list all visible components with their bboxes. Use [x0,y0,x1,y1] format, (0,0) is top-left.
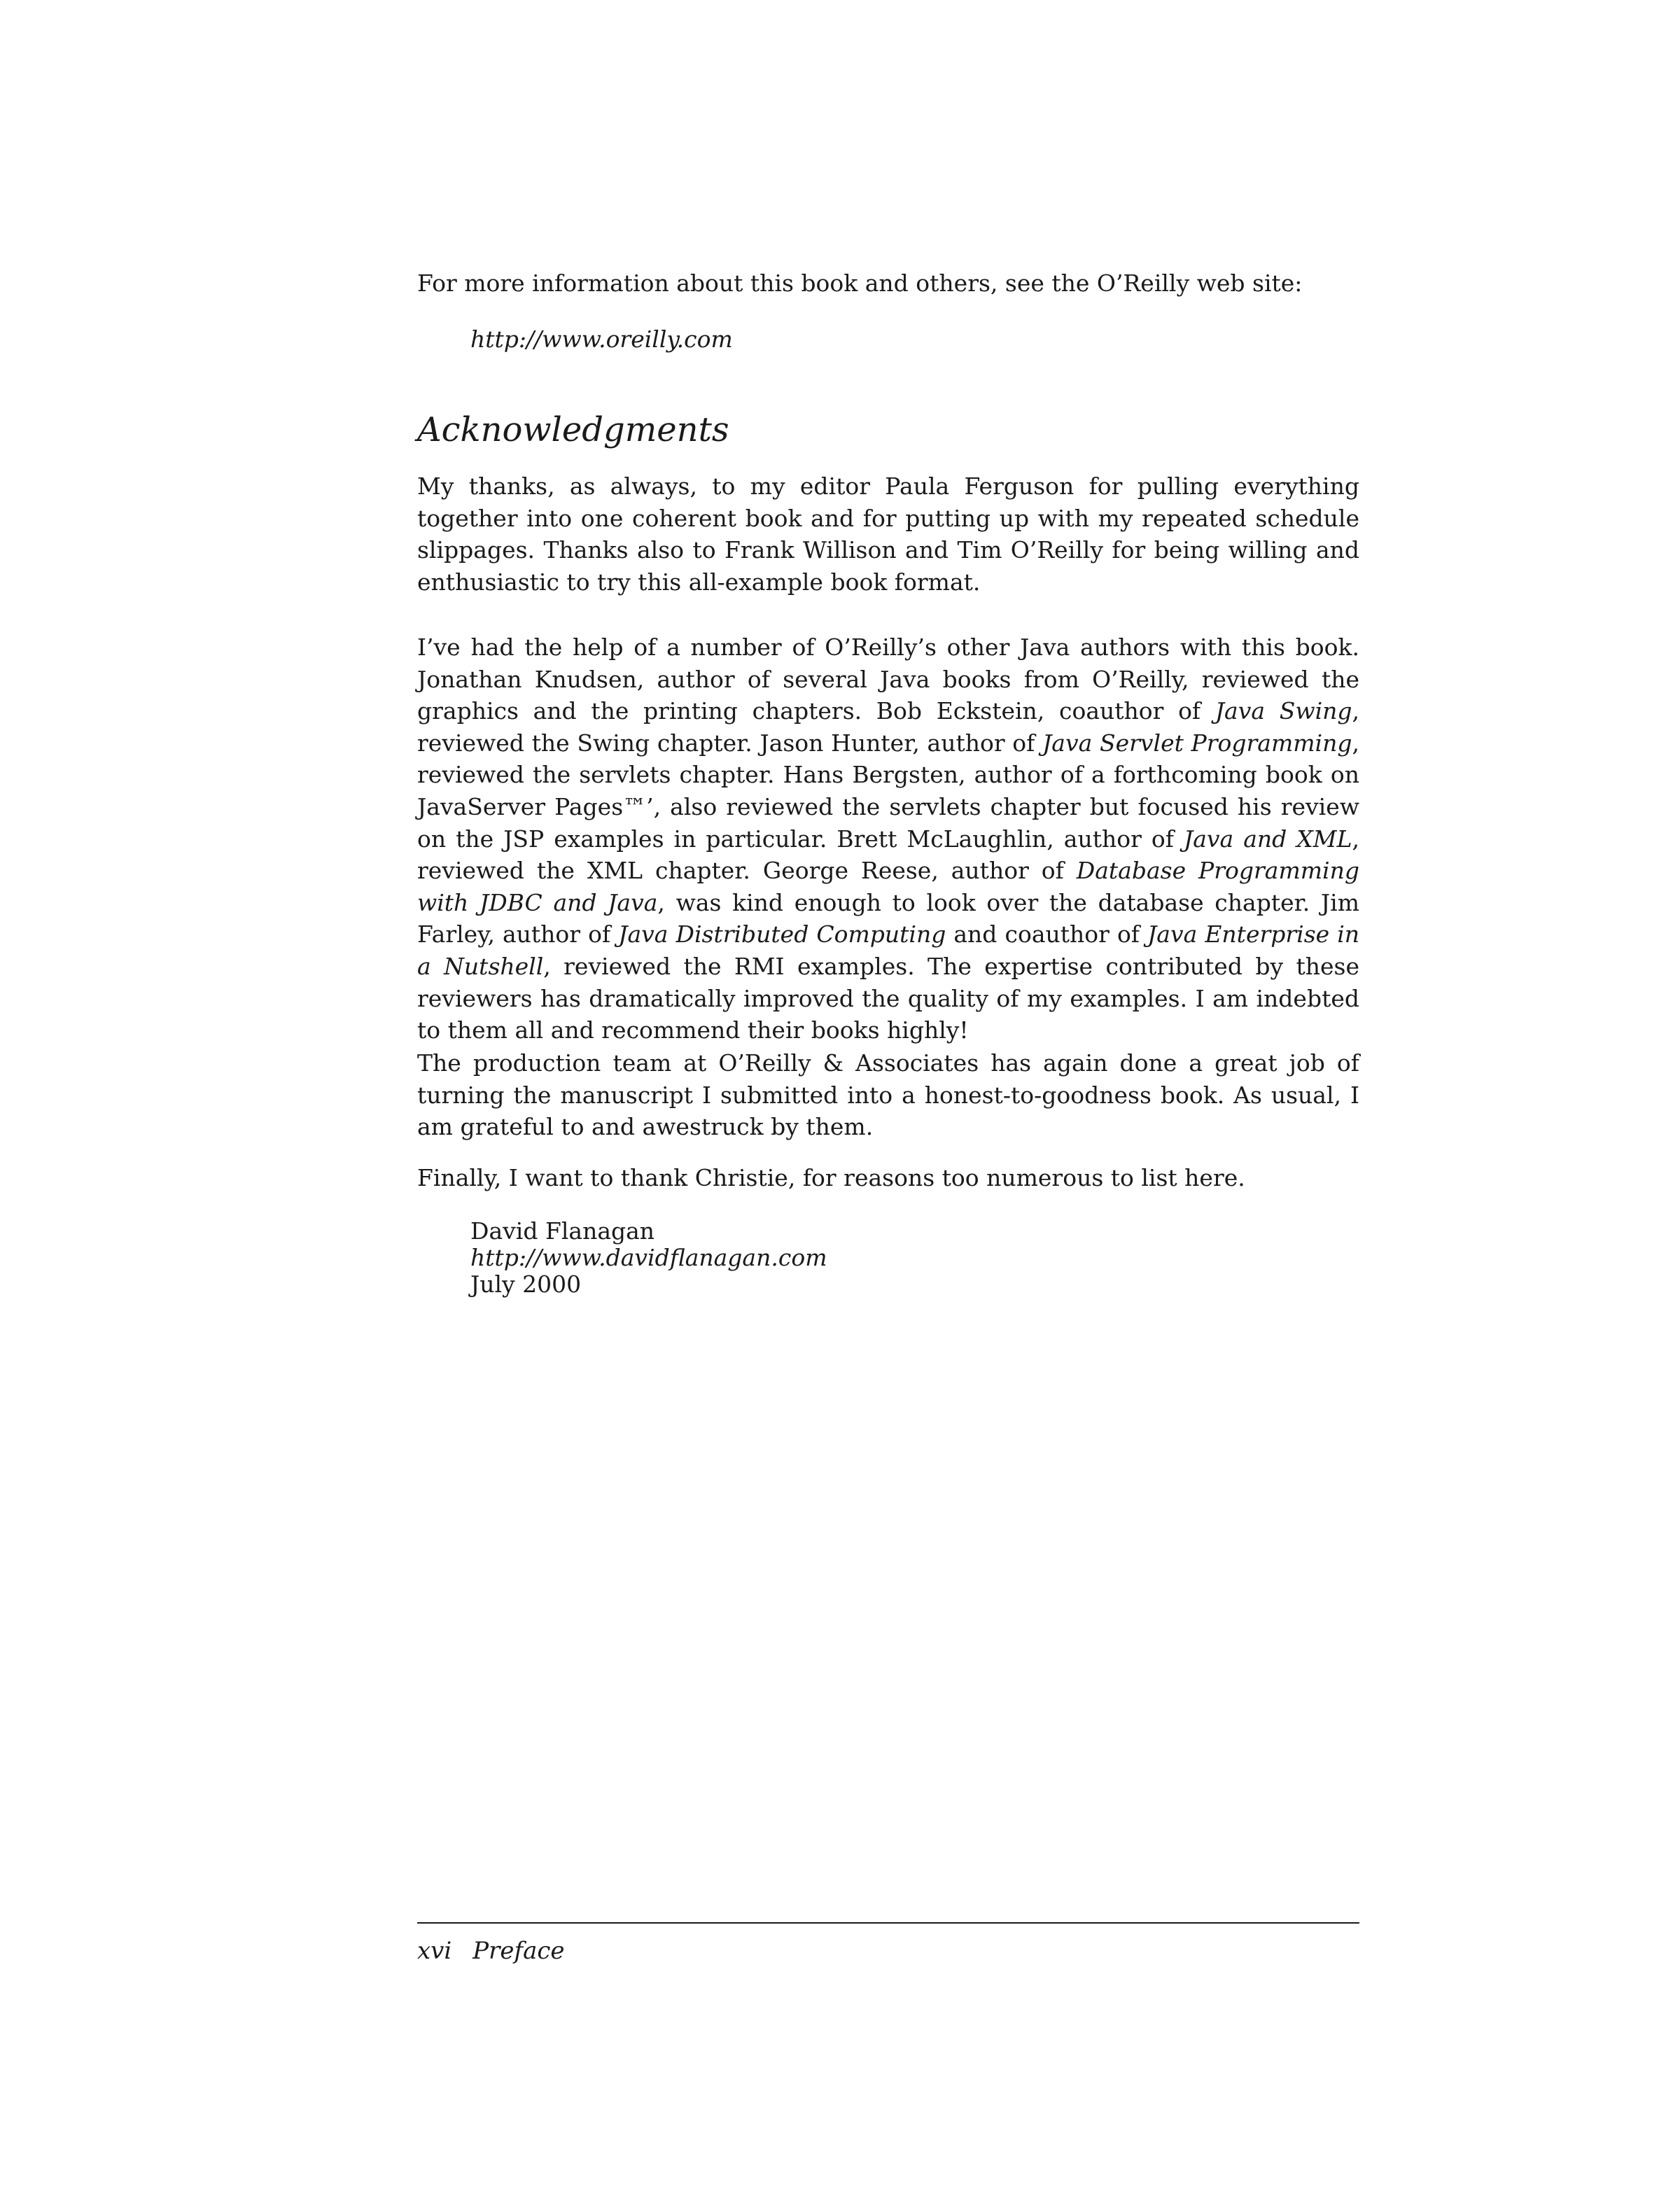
ack-paragraph-1: My thanks, as always, to my editor Paula Ferguson for pulling everything together into one coherent book and for putting up with my repeated schedule slippages. Thanks also to Frank Willison and Tim O’Reilly for being willing and enthusiastic to try this all-example book format. [417,472,1359,596]
footer-divider [417,1922,1359,1924]
book-title-java-and-xml: Java and XML [1184,825,1352,853]
book-title-java-enterprise-nutshell: Java Enterprise in a Nutshell [417,920,1360,980]
ack-paragraph-4: Finally, I want to thank Christie, for reasons too numerous to list here. [417,1164,1245,1191]
ack-p2-text-6: and coauthor of [946,920,1148,948]
book-title-database-programming: Database Programming with JDBC and Java [417,857,1359,916]
book-title-java-distributed-computing: Java Distributed Computing [618,920,946,948]
signature-date: July 2000 [470,1270,582,1298]
ack-paragraph-3: The production team at O’Reilly & Associates has again done a great job of turning the manuscript I submitted into a honest-to-goodness book. As usual, I am grateful to and awestruck by them. [417,1049,1359,1141]
section-title: Preface [472,1937,565,1965]
author-url-link[interactable]: http://www.davidflanagan.com [470,1244,827,1271]
oreilly-url-link[interactable]: http://www.oreilly.com [470,326,733,353]
ack-p2-text-5: , was kind enough to look over the database chapter. Jim Farley, author of [417,888,1359,948]
ack-p2-text-1: I’ve had the help of a number of O’Reilly’s other Java authors with this book. Jonathan Knudsen, author of several Java books from O’Reilly, reviewed the graphics and the printing chapters. Bob Eckstein, coauthor of [417,634,1359,725]
book-title-java-swing: Java Swing [1214,697,1352,725]
page-number: xvi [417,1937,452,1965]
ack-p2-text-7: , reviewed the RMI examples. The expertise contributed by these reviewers has dramatically improved the quality of my examples. I am indebted to them all and recommend their books highly! [417,952,1359,1044]
acknowledgments-heading: Acknowledgments [417,410,729,449]
intro-text: For more information about this book and others, see the O’Reilly web site: [417,270,1303,297]
book-title-java-servlet-programming: Java Servlet Programming [1042,729,1352,757]
ack-paragraph-2 [417,631,1359,1046]
author-name: David Flanagan [470,1217,655,1245]
signature-block [470,1218,1030,1298]
page-footer [417,1933,565,1968]
ack-p2-text-4: , reviewed the XML chapter. George Reese, author of [417,825,1359,885]
ack-p2-text-3: , reviewed the servlets chapter. Hans Bergsten, author of a forthcoming book on JavaServer Pages™’, also reviewed the servlets chapter but focused his review on the JSP examples in particular. Brett McLaughlin, author of [417,729,1359,853]
ack-p2-text-2: , reviewed the Swing chapter. Jason Hunter, author of [417,697,1360,757]
